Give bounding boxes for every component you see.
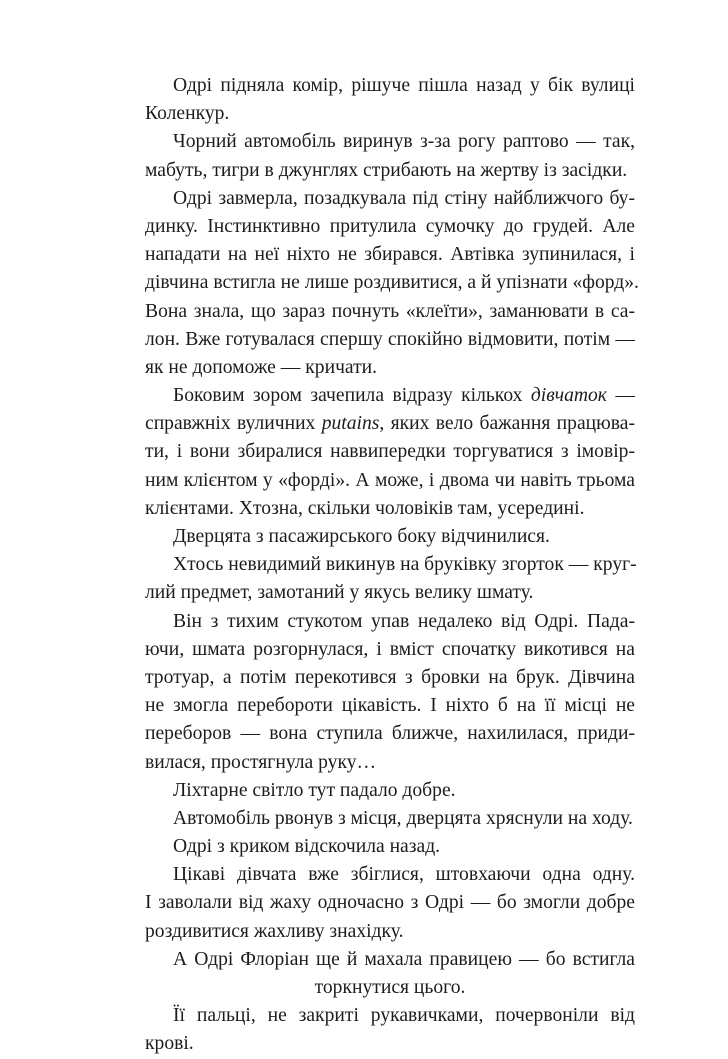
- text-line: дівчина встигла не лише роздивитися, а й упізнати «форд».: [145, 272, 639, 294]
- text-line: [145, 382, 635, 410]
- text-line: Вона знала, що зараз почнуть «клеїти», заманювати в са-: [145, 300, 635, 322]
- text-line: вилася, простягнула руку…: [145, 751, 377, 773]
- text-line: Чорний автомобіль виринув з-за рогу раптово — так,: [173, 131, 635, 153]
- text-line: ти, і вони збиралися наввипередки торгуватися з імовір-: [145, 441, 635, 463]
- text-segment: —: [606, 385, 635, 407]
- text-line: Хтось невидимий викинув на бруківку згорток — круг-: [173, 554, 637, 576]
- text-line: лон. Вже готувалася спершу спокійно відмовити, потім —: [145, 328, 635, 350]
- text-line: А Одрі Флоріан ще й махала правицею — бо встигла: [173, 948, 635, 970]
- text-line: Одрі з криком відскочила назад.: [173, 836, 441, 858]
- italic-word: дівчаток: [530, 385, 607, 407]
- text-line: ючи, шмата розгорнулася, і вміст спочатку викотився на: [145, 638, 635, 660]
- text-line: роздивитися жахливу знахідку.: [145, 920, 404, 942]
- text-line: не змогла перебороти цікавість. І ніхто б на її місці не: [145, 695, 635, 717]
- text-line: Її пальці, не закриті рукавичками, почервоніли від: [173, 1005, 635, 1027]
- text-line: Автомобіль рвонув з місця, дверцята хряснули на ходу.: [173, 807, 633, 829]
- text-line: лий предмет, замотаний у якусь велику шмату.: [145, 582, 534, 604]
- text-line: Цікаві дівчата вже збіглися, штовхаючи одна одну.: [173, 864, 635, 886]
- text-line: тротуар, а потім перекотився з бровки на брук. Дівчина: [145, 666, 635, 688]
- text-line: динку. Інстинктивно притулила сумочку до грудей. Але: [145, 215, 635, 237]
- text-line: торкнутися цього.: [314, 977, 466, 998]
- text-segment: справжніх вуличних: [145, 413, 322, 435]
- body-text: [145, 72, 639, 1059]
- text-segment: Боковим зором зачепила відразу кількох: [173, 385, 531, 407]
- text-line: крові.: [145, 1033, 194, 1055]
- text-line: переборов — вона ступила ближче, нахилилася, приди-: [145, 723, 635, 745]
- text-line: як не допоможе — кричати.: [145, 356, 378, 378]
- text-line: мабуть, тигри в джунглях стрибають на жертву із засідки.: [145, 159, 628, 181]
- text-line: І заволали від жаху одночасно з Одрі — бо змогли добре: [145, 892, 635, 914]
- text-segment: , яких вело бажання працюва-: [379, 413, 636, 435]
- text-line: Одрі завмерла, позадкувала під стіну найближчого бу-: [173, 187, 635, 209]
- text-line: Ліхтарне світло тут падало добре.: [173, 779, 456, 801]
- text-line: клієнтами. Хтозна, скільки чоловіків там, усередині.: [145, 497, 585, 519]
- text-line: Він з тихим стукотом упав недалеко від Одрі. Пада-: [173, 610, 635, 632]
- text-line: Одрі підняла комір, рішуче пішла назад у бік вулиці: [173, 75, 635, 96]
- text-line: Дверцята з пасажирського боку відчинилися.: [173, 526, 550, 547]
- text-line: нападати на неї ніхто не збирався. Автівка зупинилася, і: [145, 244, 635, 266]
- text-line: [145, 410, 635, 438]
- italic-word: putains: [321, 413, 380, 435]
- text-line: ним клієнтом у «форді». А може, і двома чи навіть трьома: [145, 469, 635, 491]
- text-line: Коленкур.: [145, 103, 230, 125]
